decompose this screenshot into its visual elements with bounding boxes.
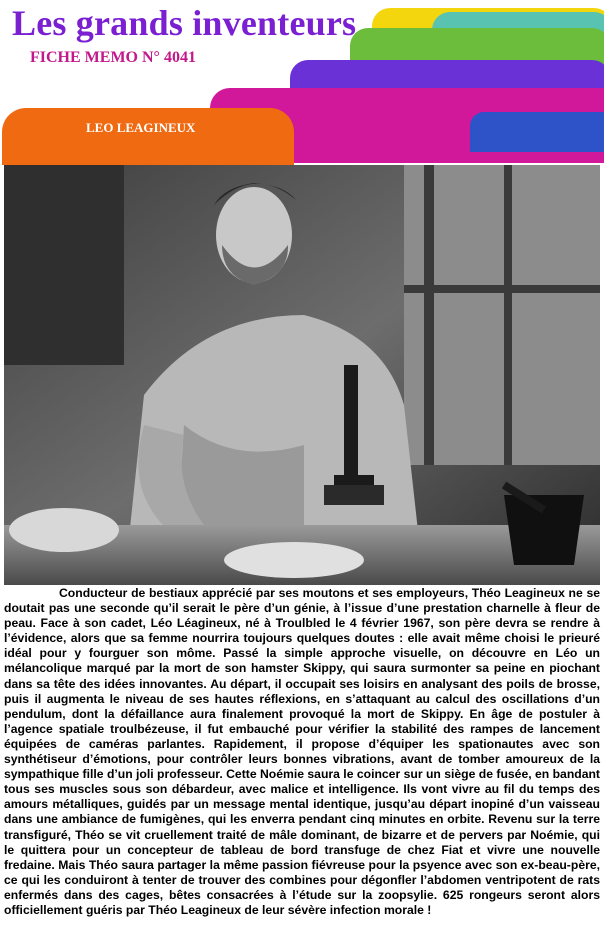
name-tab <box>2 108 294 165</box>
decorative-band-blue <box>470 112 604 152</box>
scientist-photo <box>4 165 600 585</box>
fiche-number: FICHE MEMO N° 4041 <box>30 49 196 66</box>
scientist-with-microscope-icon <box>4 165 600 585</box>
page-header <box>0 0 604 165</box>
article-text: Conducteur de bestiaux apprécié par ses moutons et ses employeurs, Théo Leagineux ne se doutait pas une seconde qu’il serait le père d’un génie, à l’issue d’une prestation charnelle à fleur de peau. Face à son cadet, Léo Léagineux, né à Troulbled le 4 février 1967, son père devra se rendre à l’évidence, alors que sa femme nourrira toujours quelques doutes : elle avait même choisi le prieuré idéal pour y fourguer son môme. Passé la simple approche visuelle, on découvre en Léo un mélancolique marqué par la mort de son hamster Skippy, qui saura surmonter sa peine en piochant dans sa tête des idées innovantes. Au départ, il occupait ses loisirs en analysant des poils de brosse, puis il augmenta le niveau de ses hautes réflexions, en s’attaquant au calcul des oscillations d’un pendulum, dont la défaillance aura finalement provoqué la mort de Skippy. En âge de postuler à l’agence spatiale troulbézeuse, il fut embauché pour vérifier la stabilité des rampes de lancement équipées de caméras parlantes. Rapidement, il propose d’équiper les spationautes avec son synthétiseur d’émotions, pour contrôler leurs bonnes vibrations, avant de tomber amoureux de la sympathique fille d’un joli professeur. Cette Noémie saura le coincer sur un siège de fusée, en bandant tous ses muscles sous son débardeur, avec malice et intelligence. Ils vont vivre au fil du temps des amours métalliques, guidés par un message mental identique, jusqu’au départ inopiné d’un vaisseau dans une ambiance de fumigènes, qui les enverra pendant cinq minutes en orbite. Revenu sur la terre transfiguré, Théo se vit cruellement traité de mâle dominant, de bizarre et de pervers par Noémie, qui le quittera pour un concepteur de tableau de bord transfuge de chez Fiat et vivre une nouvelle fredaine. Mais Théo saura partager la même passion fiévreuse pour la psyence avec son ex-beau-père, ce qui les conduiront à tenter de trouver des combines pour dégonfler l’abdomen ventripotent de rats enfermés dans des cages, bêtes consacrées à l’étude sur la zoopsylie. 625 rongeurs seront alors officiellement guéris par Théo Leagineux de leur sévère infection morale ! <box>4 586 600 917</box>
page-title: Les grands inventeurs <box>12 3 357 43</box>
inventor-name: LEO LEAGINEUX <box>86 120 196 135</box>
